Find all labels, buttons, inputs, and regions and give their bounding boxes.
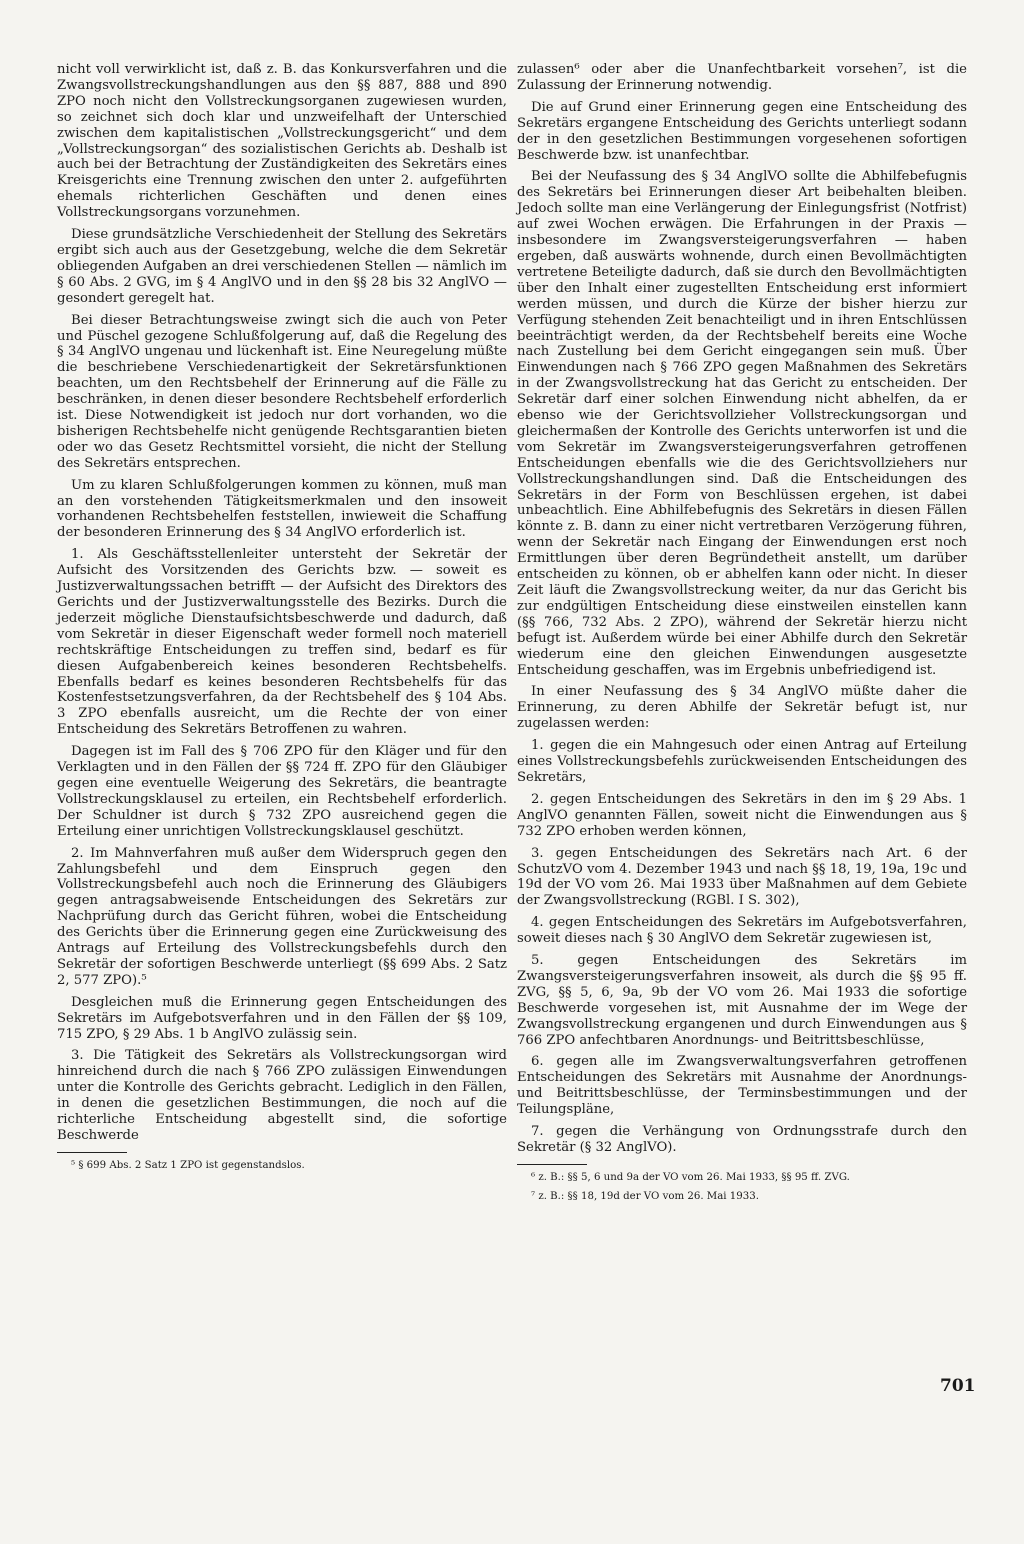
right-column — [517, 62, 967, 1209]
footnote-divider — [517, 1164, 587, 1165]
paragraph: Die auf Grund einer Erinnerung gegen eine Entscheidung des Sekretärs ergangene Entscheidung des Gerichts unterliegt sodann der in den gesetzlichen Bestimmungen vorgesehenen sofortigen Beschwerde bzw. ist unanfechtbar. — [517, 99, 967, 163]
paragraph: Bei dieser Betrachtungsweise zwingt sich die auch von Peter und Püschel gezogene Schlußfolgerung auf, daß die Regelung des § 34 AnglVO ungenau und lückenhaft ist. Eine Neuregelung müßte die beschriebene Verschiedenartigkeit der Sekretärsfunktionen beachten, um den Rechtsbehelf der Erinnerung auf die Fälle zu beschränken, in denen dieser besondere Rechtsbehelf erforderlich ist. Diese Notwendigkeit ist jedoch nur dort vorhanden, wo die bisherigen Rechtsbehelfe nicht genügende Rechtsgarantien bieten oder wo das Gesetz Rechtsmittel vorsieht, die nicht der Stellung des Sekretärs entsprechen. — [57, 312, 507, 471]
left-column — [57, 62, 507, 1178]
page-number: 701 — [940, 1376, 976, 1396]
footnote: ⁷ z. B.: §§ 18, 19d der VO vom 26. Mai 1933. — [531, 1190, 759, 1202]
list-item: 1. gegen die ein Mahngesuch oder einen Antrag auf Erteilung eines Vollstreckungsbefehls zurückweisenden Entscheidungen des Sekretärs, — [517, 738, 967, 785]
footnote: ⁶ z. B.: §§ 5, 6 und 9a der VO vom 26. Mai 1933, §§ 95 ff. ZVG. — [531, 1171, 850, 1183]
paragraph: Diese grundsätzliche Verschiedenheit der Stellung des Sekretärs ergibt sich auch aus der Gesetzgebung, welche die dem Sekretär obliegenden Aufgaben an drei verschiedenen Stellen — nämlich im § 60 Abs. 2 GVG, im § 4 AnglVO und in den §§ 28 bis 32 AnglVO — gesondert geregelt hat. — [57, 227, 507, 306]
paragraph: 1. Als Geschäftsstellenleiter untersteht der Sekretär der Aufsicht des Vorsitzenden des Gerichts bzw. — soweit es Justizverwaltungssachen betrifft — der Aufsicht des Direktors des Gerichts und der Justizverwaltungsstelle des Bezirks. Durch die jederzeit mögliche Dienstaufsichtsbeschwerde und dadurch, daß vom Sekretär in dieser Eigenschaft weder formell noch materiell rechtskräftige Entscheidungen zu treffen sind, bedarf es für diesen Aufgabenbereich keines besonderen Rechtsbehelfs. Ebenfalls bedarf es keines besonderen Rechtsbehelfs für das Kostenfestsetzungsverfahren, da der Rechtsbehelf des § 104 Abs. 3 ZPO ebenfalls ausreicht, um die Rechte der von einer Entscheidung des Sekretärs Betroffenen zu wahren. — [57, 547, 507, 738]
paragraph: In einer Neufassung des § 34 AnglVO müßte daher die Erinnerung, zu deren Abhilfe der Sekretär befugt ist, nur zugelassen werden: — [517, 684, 967, 732]
list-item: 6. gegen alle im Zwangsverwaltungsverfahren getroffenen Entscheidungen des Sekretärs mit Ausnahme der Anordnungs- und Beitrittsbeschlüsse, der Terminsbestimmungen und der Teilungspläne, — [517, 1054, 967, 1118]
paragraph: Um zu klaren Schlußfolgerungen kommen zu können, muß man an den vorstehenden Tätigkeitsmerkmalen und den insoweit vorhandenen Rechtsbehelfen feststellen, inwieweit die Schaffung der besonderen Erinnerung des § 34 AnglVO erforderlich ist. — [57, 477, 507, 541]
list-item: 5. gegen Entscheidungen des Sekretärs im Zwangsversteigerungsverfahren insoweit, als durch die §§ 95 ff. ZVG, §§ 5, 6, 9a, 9b der VO vom 26. Mai 1933 die sofortige Beschwerde vorgesehen ist, mit Ausnahme der im Wege der Zwangsvollstreckung ergangenen und durch Einwendungen aus § 766 ZPO anfechtbaren Anordnungs- und Beitrittsbeschlüsse, — [517, 953, 967, 1048]
paragraph: Bei der Neufassung des § 34 AnglVO sollte die Abhilfebefugnis des Sekretärs bei Erinnerungen dieser Art beibehalten bleiben. Jedoch sollte man eine Verlängerung der Einlegungsfrist (Notfrist) auf zwei Wochen erwägen. Die Erfahrungen in der Praxis — insbesondere im Zwangsversteigerungsverfahren — haben ergeben, daß auswärts wohnende, durch einen Bevollmächtigten vertretene Beteiligte dadurch, daß sie durch den Bevollmächtigten über den Inhalt einer zugestellten Entscheidung erst informiert werden müssen, und durch die Kürze der bisher hierzu zur Verfügung stehenden Zeit benachteiligt und in ihren Entschlüssen beeinträchtigt werden, da der Rechtsbehelf bereits eine Woche nach Zustellung bei dem Gericht eingegangen sein muß. Über Einwendungen nach § 766 ZPO gegen Maßnahmen des Sekretärs in der Zwangsvollstreckung hat das Gericht zu entscheiden. Der Sekretär darf einer solchen Einwendung nicht abhelfen, da er ebenso wie der Gerichtsvollzieher Vollstreckungsorgan und gleichermaßen der Kontrolle des Gerichts unterworfen ist und die vom Sekretär im Zwangsversteigerungsverfahren getroffenen Entscheidungen ebenfalls wie die des Gerichtsvollziehers nur Vollstreckungshandlungen sind. Daß die Entscheidungen des Sekretärs in der Form von Beschlüssen ergehen, ist dabei unbeachtlich. Eine Abhilfebefugnis des Sekretärs in diesen Fällen könnte z. B. dann zu einer nicht vertretbaren Verzögerung führen, wenn der Sekretär nach Eingang der Einwendungen erst noch Ermittlungen über deren Begründetheit anstellt, um darüber entscheiden zu können, ob er abhelfen kann oder nicht. In dieser Zeit läuft die Zwangsvollstreckung weiter, da nur das Gericht bis zur endgültigen Entscheidung diese einstweilen einstellen kann (§§ 766, 732 Abs. 2 ZPO), während der Sekretär hierzu nicht befugt ist. Außerdem würde bei einer Abhilfe durch den Sekretär wiederum eine den gleichen Einwendungen ausgesetzte Entscheidung geschaffen, was im Ergebnis unbefriedigend ist. — [517, 169, 967, 678]
paragraph: zulassen⁶ oder aber die Unanfechtbarkeit vorsehen⁷, ist die Zulassung der Erinnerung notwendig. — [517, 62, 967, 93]
footnote-divider — [57, 1152, 127, 1153]
paragraph: Dagegen ist im Fall des § 706 ZPO für den Kläger und für den Verklagten und in den Fällen der §§ 724 ff. ZPO für den Gläubiger gegen eine eventuelle Weigerung des Sekretärs, die beantragte Vollstreckungsklausel zu erteilen, ein Rechtsbehelf erforderlich. Der Schuldner ist durch § 732 ZPO ausreichend gegen die Erteilung einer unrichtigen Vollstreckungsklausel geschützt. — [57, 744, 507, 839]
paragraph: Desgleichen muß die Erinnerung gegen Entscheidungen des Sekretärs im Aufgebotsverfahren und in den Fällen der §§ 109, 715 ZPO, § 29 Abs. 1 b AnglVO zulässig sein. — [57, 994, 507, 1042]
list-item: 4. gegen Entscheidungen des Sekretärs im Aufgebotsverfahren, soweit dieses nach § 30 AnglVO dem Sekretär zugewiesen ist, — [517, 915, 967, 947]
paragraph: 3. Die Tätigkeit des Sekretärs als Vollstreckungsorgan wird hinreichend durch die nach § 766 ZPO zulässigen Einwendungen unter die Kontrolle des Gerichts gebracht. Lediglich in den Fällen, in denen die gesetzlichen Bestimmungen, die noch auf die richterliche Entscheidung abgestellt sind, die sofortige Beschwerde — [57, 1048, 507, 1143]
list-item: 3. gegen Entscheidungen des Sekretärs nach Art. 6 der SchutzVO vom 4. Dezember 1943 und nach §§ 18, 19, 19a, 19c und 19d der VO vom 26. Mai 1933 über Maßnahmen auf dem Gebiete der Zwangsvollstreckung (RGBl. I S. 302), — [517, 845, 967, 909]
paragraph: 2. Im Mahnverfahren muß außer dem Widerspruch gegen den Zahlungsbefehl und dem Einspruch gegen den Vollstreckungsbefehl auch noch die Erinnerung des Gläubigers gegen antragsabweisende Entscheidungen des Sekretärs zur Nachprüfung durch das Gericht führen, wobei die Entscheidung des Gerichts über die Erinnerung gegen eine Zurückweisung des Antrags auf Erteilung des Vollstreckungsbefehls durch den Sekretär der sofortigen Beschwerde unterliegt (§§ 699 Abs. 2 Satz 2, 577 ZPO).⁵ — [57, 845, 507, 988]
paragraph: nicht voll verwirklicht ist, daß z. B. das Konkursverfahren und die Zwangsvollstreckungshandlungen aus den §§ 887, 888 und 890 ZPO noch nicht den Vollstreckungsorganen zugewiesen wurden, so zeichnet sich doch klar und unzweifelhaft der Unterschied zwischen dem kapitalistischen „Vollstreckungsgericht“ und dem „Vollstreckungsorgan“ des sozialistischen Gerichts ab. Deshalb ist auch bei der Betrachtung der Zuständigkeiten des Sekretärs eines Kreisgerichts eine Trennung zwischen den unter 2. aufgeführten ehemals richterlichen Geschäften und denen eines Vollstreckungsorgans vorzunehmen. — [57, 62, 507, 221]
list-item: 7. gegen die Verhängung von Ordnungsstrafe durch den Sekretär (§ 32 AnglVO). — [517, 1124, 967, 1155]
list-item: 2. gegen Entscheidungen des Sekretärs in den im § 29 Abs. 1 AnglVO genannten Fällen, soweit nicht die Einwendungen aus § 732 ZPO erhoben werden können, — [517, 791, 967, 839]
footnote: ⁵ § 699 Abs. 2 Satz 1 ZPO ist gegenstandslos. — [71, 1159, 305, 1171]
